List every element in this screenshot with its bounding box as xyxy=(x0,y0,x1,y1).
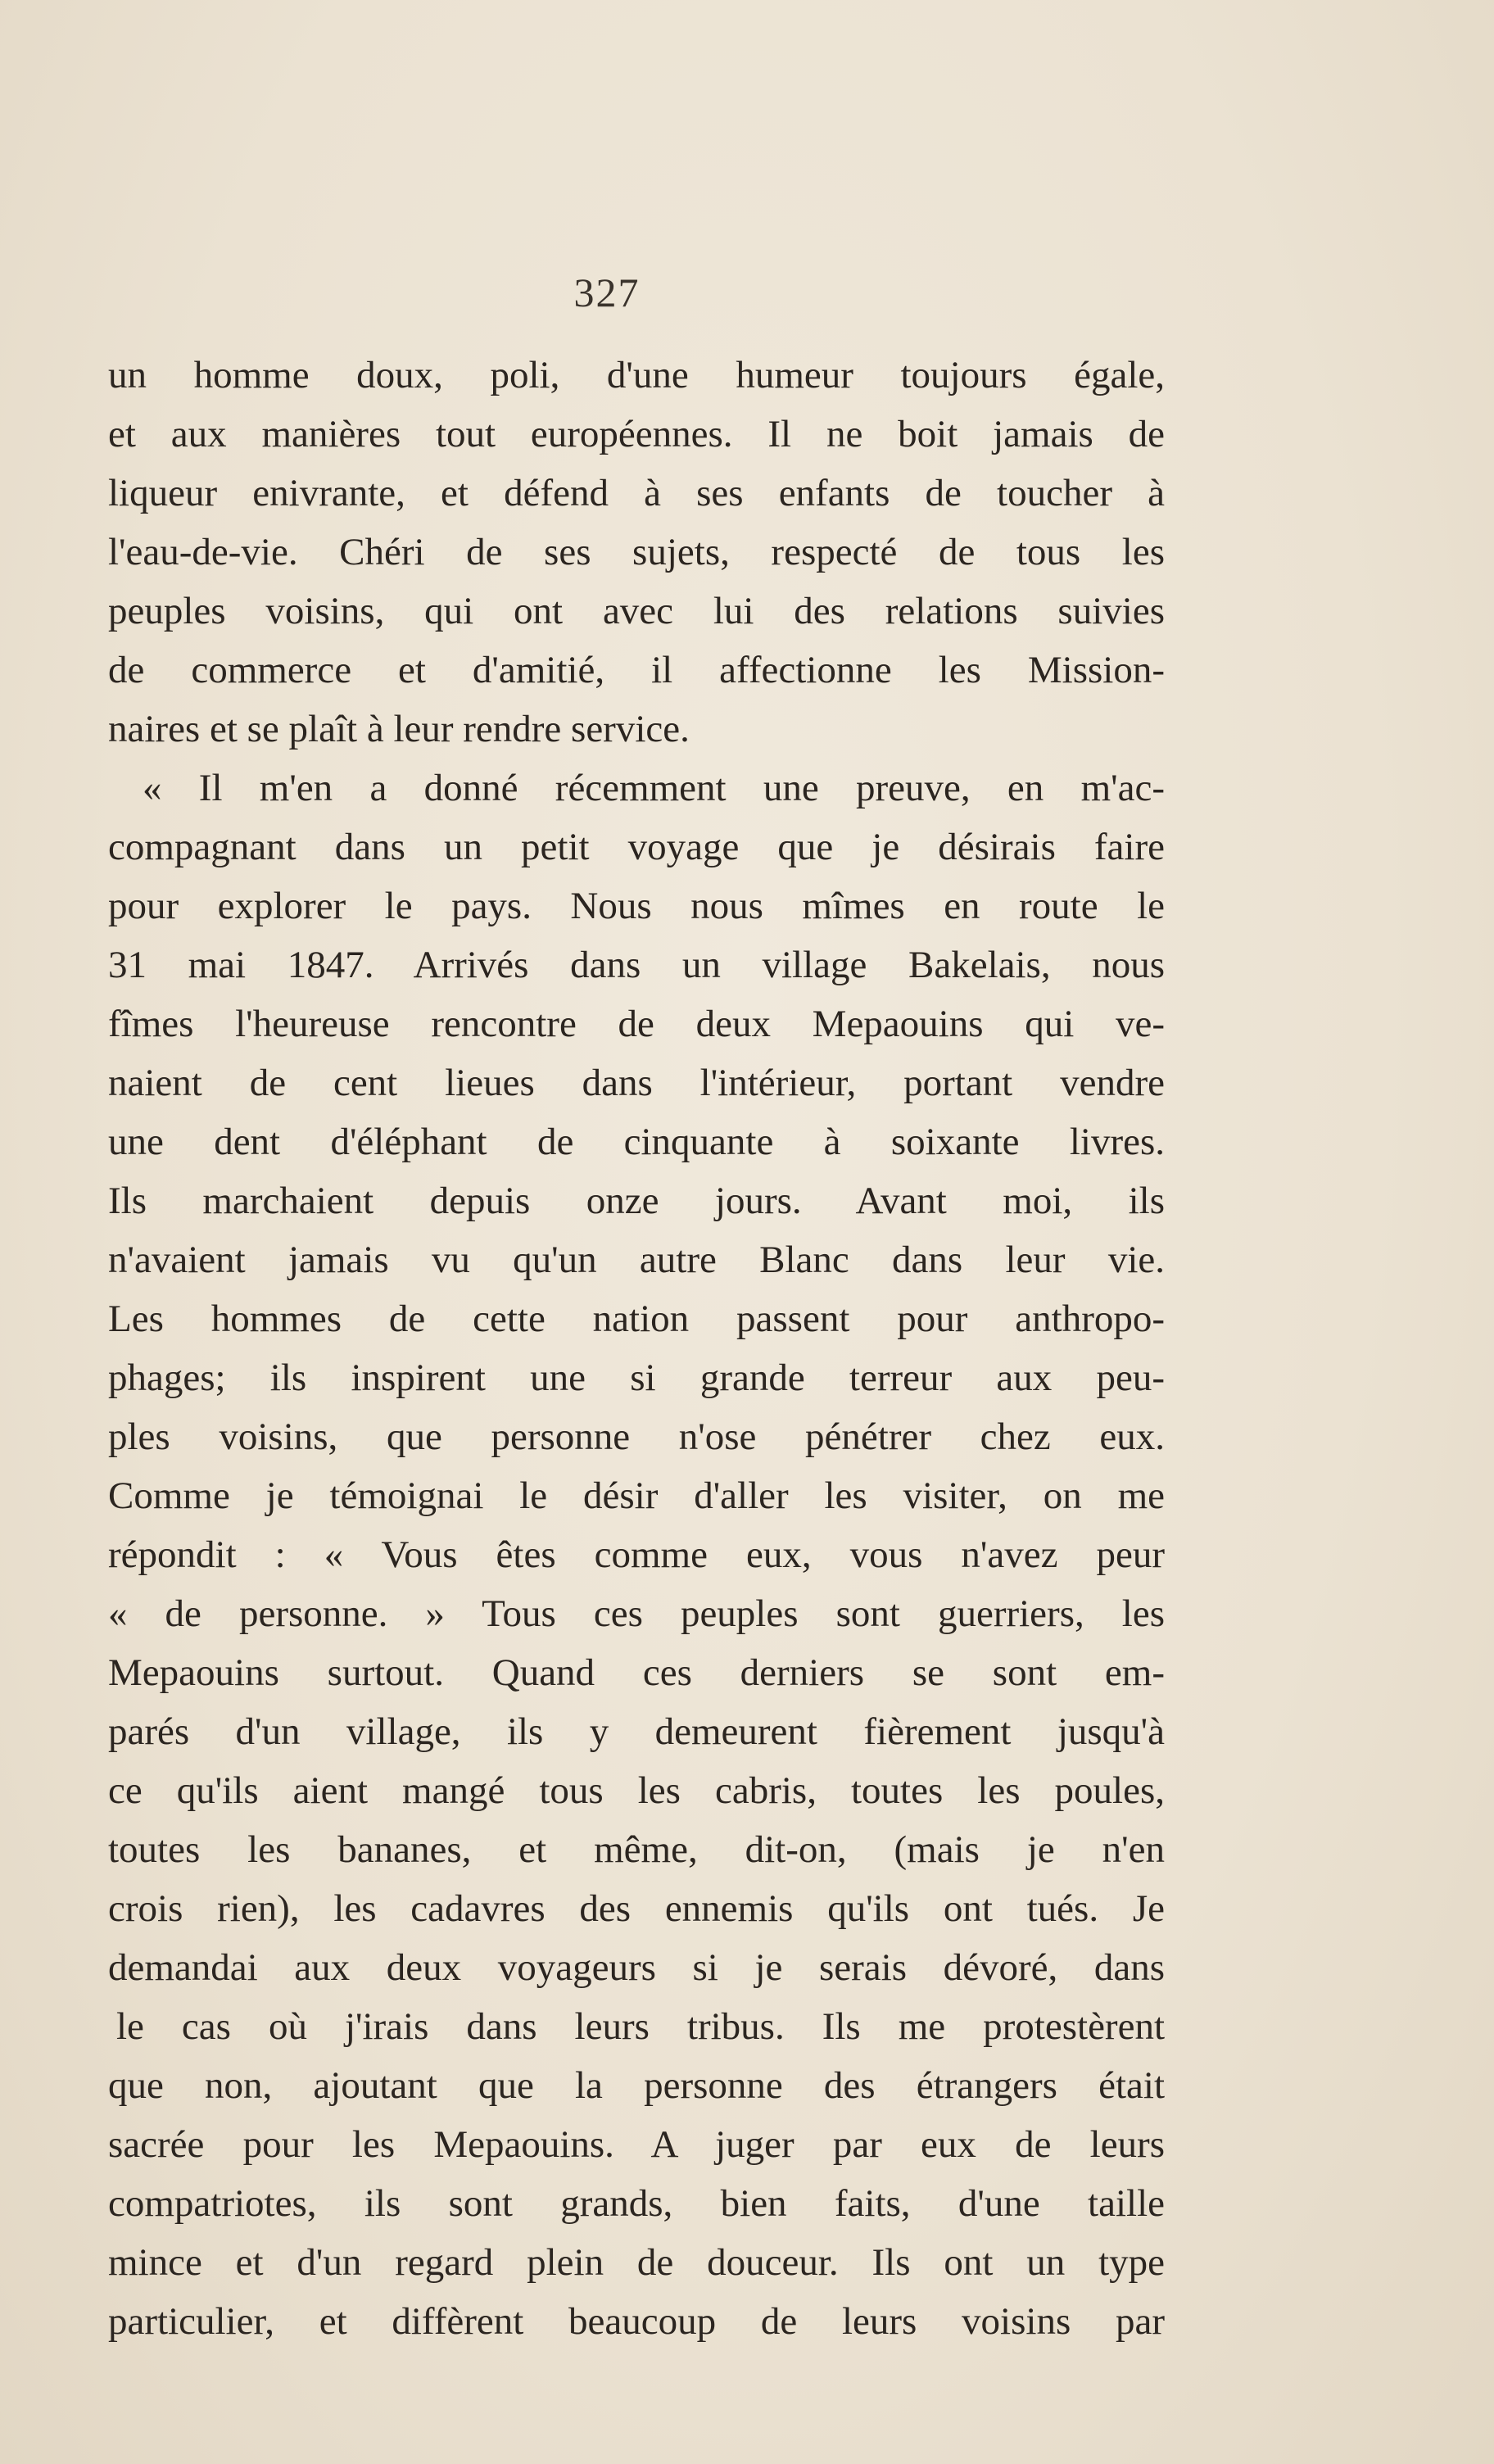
text-line: naires et se plaît à leur rendre service. xyxy=(108,708,690,750)
body-text xyxy=(108,346,1165,2351)
text-line: toutes les bananes, et même, dit-on, (mais je n'en xyxy=(108,1828,1165,1871)
text-line: liqueur enivrante, et défend à ses enfants de toucher à xyxy=(108,472,1165,514)
text-line: « Il m'en a donné récemment une preuve, en m'ac- xyxy=(143,767,1165,809)
text-line: Comme je témoignai le désir d'aller les visiter, on me xyxy=(108,1474,1165,1517)
text-line: parés d'un village, ils y demeurent fièrement jusqu'à xyxy=(108,1710,1165,1753)
text-line: n'avaient jamais vu qu'un autre Blanc dans leur vie. xyxy=(108,1239,1165,1281)
text-line: mince et d'un regard plein de douceur. Ils ont un type xyxy=(108,2241,1165,2284)
text-line: ce qu'ils aient mangé tous les cabris, toutes les poules, xyxy=(108,1769,1165,1812)
text-line: peuples voisins, qui ont avec lui des relations suivies xyxy=(108,590,1165,632)
text-line: particulier, et diffèrent beaucoup de leurs voisins par xyxy=(108,2300,1165,2343)
text-line: ples voisins, que personne n'ose pénétrer chez eux. xyxy=(108,1415,1165,1458)
text-line: un homme doux, poli, d'une humeur toujours égale, xyxy=(108,354,1165,396)
text-line: naient de cent lieues dans l'intérieur, portant vendre xyxy=(108,1062,1165,1104)
text-line: répondit : « Vous êtes comme eux, vous n'avez peur xyxy=(108,1533,1165,1576)
text-line: crois rien), les cadavres des ennemis qu'ils ont tués. Je xyxy=(108,1887,1165,1930)
text-line: compagnant dans un petit voyage que je désirais faire xyxy=(108,826,1165,868)
text-line: pour explorer le pays. Nous nous mîmes en route le xyxy=(108,885,1165,927)
text-line: « de personne. » Tous ces peuples sont guerriers, les xyxy=(108,1592,1165,1635)
text-line: demandai aux deux voyageurs si je serais dévoré, dans xyxy=(108,1946,1165,1989)
text-line: sacrée pour les Mepaouins. A juger par eux de leurs xyxy=(108,2123,1165,2166)
text-line: fîmes l'heureuse rencontre de deux Mepaouins qui ve- xyxy=(108,1003,1165,1045)
text-line: et aux manières tout européennes. Il ne boit jamais de xyxy=(108,413,1165,455)
text-line: 31 mai 1847. Arrivés dans un village Bakelais, nous xyxy=(108,944,1165,986)
text-line: phages; ils inspirent une si grande terreur aux peu- xyxy=(108,1357,1165,1399)
text-line: Les hommes de cette nation passent pour anthropo- xyxy=(108,1298,1165,1340)
text-line: le cas où j'irais dans leurs tribus. Ils me protestèrent xyxy=(116,2005,1165,2048)
text-line: que non, ajoutant que la personne des étrangers était xyxy=(108,2064,1165,2107)
text-line: Ils marchaient depuis onze jours. Avant moi, ils xyxy=(108,1180,1165,1222)
text-line: de commerce et d'amitié, il affectionne les Mission- xyxy=(108,649,1165,691)
text-line: compatriotes, ils sont grands, bien faits, d'une taille xyxy=(108,2182,1165,2225)
page-number: 327 xyxy=(573,270,641,315)
text-line: Mepaouins surtout. Quand ces derniers se sont em- xyxy=(108,1651,1165,1694)
text-line: une dent d'éléphant de cinquante à soixante livres. xyxy=(108,1121,1165,1163)
text-line: l'eau-de-vie. Chéri de ses sujets, respecté de tous les xyxy=(108,531,1165,573)
